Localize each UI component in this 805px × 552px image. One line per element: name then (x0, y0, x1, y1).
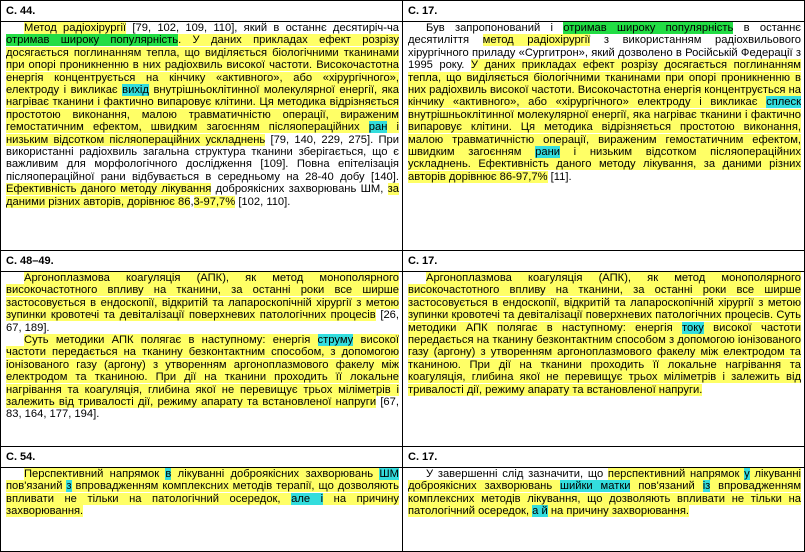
text-row (1, 272, 805, 447)
plain-text: , (190, 195, 194, 208)
paragraph (6, 334, 399, 421)
changed-word-highlight: струму (317, 334, 354, 347)
match-highlight: . У даних прикладах ефект розрізу досягається поглинанням тепла, що виділяється біологічними тканинами при опорі проникненню в них радіохвиль високої частоти. Високочастотна енергія концентрується на кінчику «активного», або «хірургічного», електроду і викликає (6, 34, 399, 97)
match-highlight: пов'язаний (6, 480, 67, 493)
changed-word-highlight: але і (291, 492, 324, 505)
plain-text: [11]. (547, 170, 572, 183)
paragraph (6, 22, 399, 208)
match-highlight: впровадженням комплексних методів лікування, що дозволяють впливати не тільки на патологічний осередок, (408, 480, 802, 518)
match-highlight: на причину захворювання. (6, 492, 400, 518)
changed-word-highlight: сплеск (766, 96, 801, 109)
changed-word-highlight: току (682, 321, 704, 334)
plain-text: в останнє десятиліття (408, 22, 801, 47)
right-page-ref: С. 17. (403, 1, 805, 22)
match-highlight: Ефективність даного методу лікування (6, 183, 212, 196)
match-highlight: Суть методики АПК полягає в наступному: енергія (24, 334, 318, 347)
match-highlight: 3-97,7% (193, 195, 236, 208)
paragraph (6, 468, 399, 518)
left-text-cell (1, 272, 403, 447)
left-page-ref: С. 48–49. (1, 251, 403, 272)
left-text-cell (1, 468, 403, 552)
match-highlight: Аргоноплазмова коагуляція (АПК), як метод монополярного високочастотного впливу на тканини, за останні роки все ширше застосовується в ендоскопії, відкритій та лапароскопічній хірургії з метою зупинки кровотечі та девіталізації поверхневих патологічних процесів. Суть методики АПК полягає в наступному: енергія (408, 272, 801, 334)
changed-word-highlight: рани (535, 146, 560, 159)
right-page-ref: С. 17. (403, 447, 805, 468)
changed-word-highlight: у (744, 468, 750, 480)
changed-word-highlight: а й (532, 505, 548, 518)
changed-word-highlight: ран (368, 121, 388, 134)
changed-word-highlight: ШМ (379, 468, 399, 480)
text-row (1, 22, 805, 251)
plain-text: [79, 102, 109, 110], який в останнє десятиріч-ча (126, 22, 400, 34)
changed-word-highlight: з (66, 480, 72, 493)
plain-text: з використанням радіохвильового хірургічного приладу «Сургитрон», який дозволено в Російській Федерації з 1995 року. (408, 34, 802, 72)
paragraph (408, 22, 801, 183)
match-highlight: пов'язаний (630, 480, 703, 493)
match-highlight: Метод радіохірургії (24, 22, 127, 34)
match-highlight: і низьким відсотком післяопераційних ускладнень. Ефективність даного методу лікування, за даними різних авторів дорівнює 86-97,7% (408, 146, 801, 183)
header-row (1, 251, 805, 272)
match-highlight: внутрішньоклітинної молекулярної енергії, яка нагріває тканини і фактично випаровує клітини. Ця методика відрізняється простотою виконання, малою травматичністю операції, вираженим гемостатичним ефектом, швидким загоєнням післяопераційних (6, 84, 399, 134)
match-highlight: за даними різних авторів, дорівнює 86 (6, 183, 399, 208)
match-highlight: високої частоти передається на тканину безконтактним способом, з допомогою іонізованого газу (аргону) з утворенням аргоноплазмового факелу між електродом та тканиною. При дії на тканини проходить її локальне нагрівання та коагуляція, глибина якої не перевищує трьох міліметрів і залежить від тривалості дії, режиму апарату та встановленої напруги (6, 334, 399, 409)
match-highlight: перспективний напрямок (607, 468, 745, 480)
match-highlight: У даних прикладах ефект розрізу досягається поглинанням тепла, що виділяється біологічними тканинами при опорі проникненню в них радіохвиль високої частоти. Високочастотна енергія концентрується на кінчику «активного», або «хірургічного» електроду і викликає (408, 59, 801, 109)
left-text-cell (1, 22, 403, 251)
plain-text: [67, 83, 164, 177, 194]. (6, 396, 399, 421)
match-highlight: і низьким відсотком післяопераційних ускладнень (6, 121, 399, 146)
changed-word-highlight: вихід (122, 84, 149, 97)
exact-match-highlight: отримав широку популярність (6, 34, 179, 47)
text-row (1, 468, 805, 552)
plain-text: У завершенні слід зазначити, що (426, 468, 608, 480)
paragraph (408, 272, 801, 396)
match-highlight: внутрішньоклітинної молекулярної енергії, яка нагріває тканини і фактично випаровує клітини. Ця методика відрізняється простотою виконання, малою травматичністю операції, вираженим гемостатичним ефектом, швидким загоєнням (408, 108, 801, 159)
exact-match-highlight: отримав широку популярність (563, 22, 734, 34)
match-highlight: лікуванні доброякісних захворювань (408, 468, 801, 493)
right-text-cell (403, 468, 805, 552)
plain-text: Був запропонований і (426, 22, 564, 34)
match-highlight: високої частоти передається на тканину безконтактним способом з допомогою іонізованого газу (аргону) з утворенням аргоноплазмового факелу між електродом та тканиною. При дії на тканини проходить її локальне нагрівання та коагуляція, глибина якої не перевищує трьох міліметрів і залежить від тривалості дії, режиму апарату та встановленої напруги. (408, 321, 802, 396)
changed-word-highlight: шийки матки (560, 480, 631, 493)
match-highlight: на причину захворювання. (547, 505, 690, 518)
paragraph (6, 272, 399, 334)
left-page-ref: С. 44. (1, 1, 403, 22)
right-page-ref: С. 17. (403, 251, 805, 272)
right-text-cell (403, 272, 805, 447)
changed-word-highlight: із (702, 480, 711, 493)
plain-text: [26, 67, 189]. (6, 309, 399, 334)
plain-text: [102, 110]. (235, 195, 291, 208)
match-highlight: впровадженням комплексних методів терапії, що дозволяють впливати не тільки на патологічний осередок, (6, 480, 399, 505)
plain-text: доброякісних захворювань ШМ, (211, 183, 388, 196)
header-row (1, 1, 805, 22)
changed-word-highlight: в (165, 468, 172, 480)
match-highlight: Перспективний напрямок (24, 468, 166, 480)
match-highlight: Аргоноплазмова коагуляція (АПК), як метод монополярного високочастотного впливу на тканини, за останні роки все ширше застосовується в ендоскопії, відкритій та лапароскопічній хірургії з метою зупинки кровотечі та девіталізації поверхневих патологічних процесів (6, 272, 399, 322)
match-highlight: метод радіохірургії (482, 34, 591, 47)
plain-text: [79, 140, 229, 275]. При використанні радіохвиль загальна структура тканини зберігається, що є важливим для морфологічного дослідження [109]. Повна епітелізація післяопераційної рани відбувається в середньому на 28-40 добу [140]. (6, 133, 399, 183)
header-row (1, 447, 805, 468)
left-page-ref: С. 54. (1, 447, 403, 468)
paragraph (408, 468, 801, 518)
match-highlight: лікуванні доброякісних захворювань (171, 468, 380, 480)
right-text-cell (403, 22, 805, 251)
